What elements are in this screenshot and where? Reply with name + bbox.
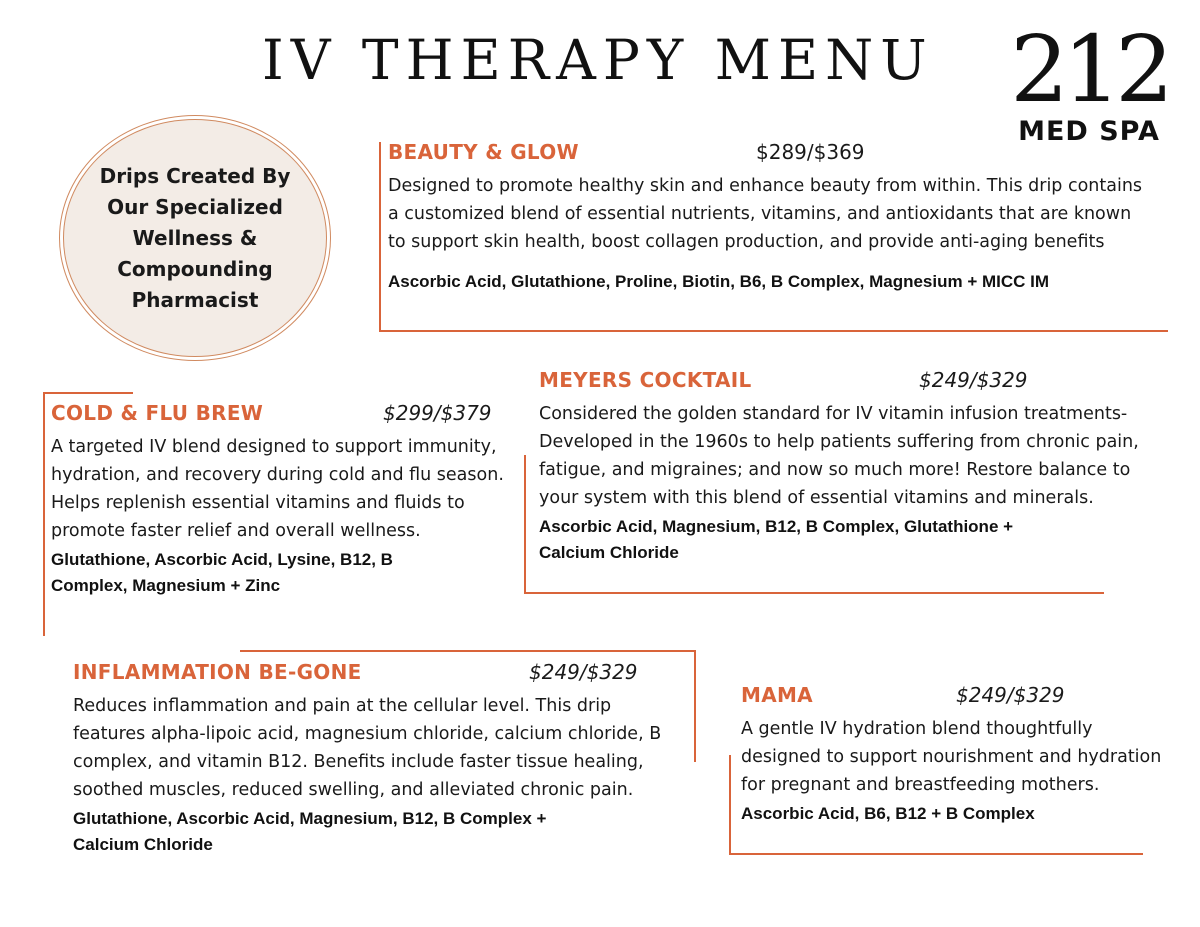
divider-line bbox=[240, 650, 696, 652]
drip-name: MEYERS COCKTAIL bbox=[539, 368, 752, 392]
drip-description: A gentle IV hydration blend thoughtfully designed to support nourishment and hydration for pregnant and breastfeeding mothers. bbox=[741, 719, 1162, 795]
drip-ingredients: Ascorbic Acid, Glutathione, Proline, Biotin, B6, B Complex, Magnesium + MICC IM bbox=[388, 272, 1050, 291]
logo bbox=[1004, 16, 1174, 147]
drip-description: Designed to promote healthy skin and enhance beauty from within. This drip contains a customized blend of essential nutrients, vitamins, and antioxidants that are known to support skin health, boost collagen production, and provide anti-aging benefits bbox=[388, 176, 1143, 252]
drip-description: A targeted IV blend designed to support immunity, hydration, and recovery during cold and flu season. Helps replenish essential vitamins and fluids to promote faster relief and overall wellness. bbox=[51, 437, 504, 541]
divider-line bbox=[729, 755, 731, 855]
drip-card-meyers-cocktail bbox=[539, 368, 1164, 566]
drip-price: $299/$379 bbox=[383, 401, 492, 425]
drip-name: COLD & FLU BREW bbox=[51, 401, 264, 425]
drip-ingredients: Glutathione, Ascorbic Acid, Magnesium, B12, B Complex + Calcium Chloride bbox=[73, 809, 547, 854]
badge-circle bbox=[64, 120, 326, 356]
drip-price: $249/$329 bbox=[919, 368, 1028, 392]
drip-ingredients: Ascorbic Acid, Magnesium, B12, B Complex, Glutathione + Calcium Chloride bbox=[539, 517, 1014, 562]
logo-text: MED SPA bbox=[1018, 116, 1160, 147]
drip-price: $289/$369 bbox=[756, 140, 865, 164]
divider-line bbox=[43, 392, 133, 394]
drip-name: MAMA bbox=[741, 683, 813, 707]
drip-price: $249/$329 bbox=[956, 683, 1065, 707]
badge-text: Drips Created By Our Specialized Wellness & Compounding Pharmacist bbox=[99, 163, 291, 312]
drip-card-inflammation-be-gone bbox=[73, 660, 693, 858]
drip-card-cold-flu-brew bbox=[51, 401, 521, 599]
divider-line bbox=[729, 853, 1143, 855]
divider-line bbox=[524, 592, 1104, 594]
divider-line bbox=[43, 392, 45, 636]
logo-number: 212 bbox=[1010, 16, 1168, 123]
drip-card-beauty-glow bbox=[388, 140, 1178, 295]
drip-description: Considered the golden standard for IV vitamin infusion treatments- Developed in the 1960s to help patients suffering from chronic pain, fatigue, and migraines; and now so much more! Restore balance to your system with this blend of essential vitamins and minerals. bbox=[539, 404, 1139, 508]
drip-ingredients: Glutathione, Ascorbic Acid, Lysine, B12, B Complex, Magnesium + Zinc bbox=[51, 550, 393, 595]
drip-description: Reduces inflammation and pain at the cellular level. This drip features alpha-lipoic acid, magnesium chloride, calcium chloride, B complex, and vitamin B12. Benefits include faster tissue healing, soothed muscles, reduced swelling, and alleviated chronic pain. bbox=[73, 696, 662, 800]
drip-name: INFLAMMATION BE-GONE bbox=[73, 660, 362, 684]
drip-card-mama bbox=[741, 683, 1181, 827]
drip-price: $249/$329 bbox=[529, 660, 638, 684]
drip-name: BEAUTY & GLOW bbox=[388, 140, 579, 164]
page-title: IV THERAPY MENU bbox=[262, 28, 934, 92]
drip-ingredients: Ascorbic Acid, B6, B12 + B Complex bbox=[741, 804, 1035, 823]
divider-line bbox=[379, 330, 1168, 332]
divider-line bbox=[524, 455, 526, 594]
divider-line bbox=[379, 142, 381, 332]
divider-line bbox=[694, 650, 696, 762]
